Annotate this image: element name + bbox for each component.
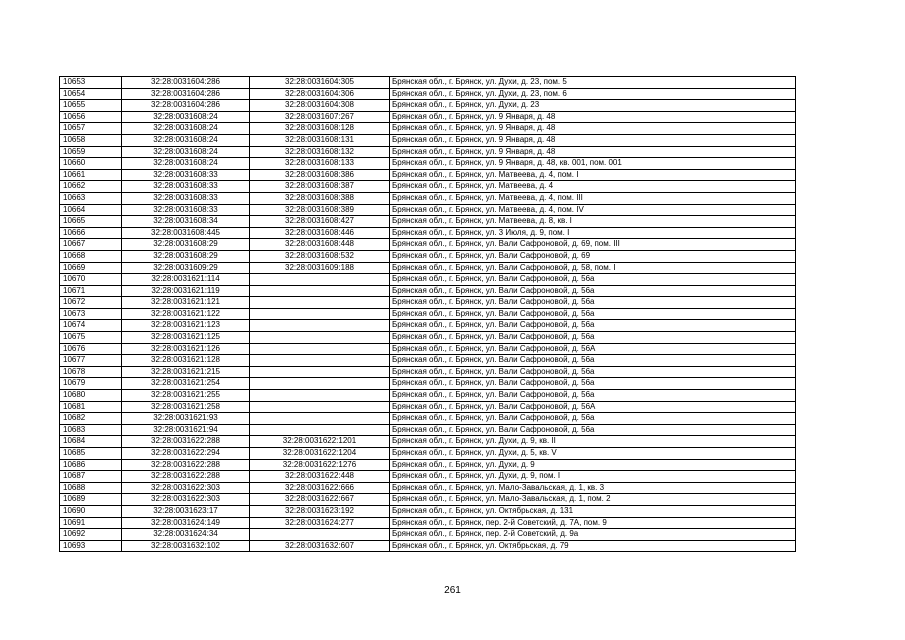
parcel-number-cell: 32:28:0031621:94 xyxy=(122,424,250,436)
record-number-cell: 10683 xyxy=(60,424,122,436)
object-number-cell: 32:28:0031608:448 xyxy=(250,239,390,251)
object-number-cell: 32:28:0031608:132 xyxy=(250,146,390,158)
table-row xyxy=(60,332,796,344)
address-cell: Брянская обл., г. Брянск, ул. Вали Сафроновой, д. 56а xyxy=(390,274,796,286)
record-number-cell: 10665 xyxy=(60,216,122,228)
address-cell: Брянская обл., г. Брянск, ул. 9 Января, д. 48 xyxy=(390,123,796,135)
table-row xyxy=(60,413,796,425)
table-row xyxy=(60,262,796,274)
page-number: 261 xyxy=(444,585,461,596)
address-cell: Брянская обл., г. Брянск, ул. Духи, д. 9, кв. II xyxy=(390,436,796,448)
address-cell: Брянская обл., г. Брянск, ул. Вали Сафроновой, д. 56а xyxy=(390,320,796,332)
record-number-cell: 10692 xyxy=(60,529,122,541)
object-number-cell: 32:28:0031604:305 xyxy=(250,77,390,89)
table-row xyxy=(60,297,796,309)
record-number-cell: 10674 xyxy=(60,320,122,332)
parcel-number-cell: 32:28:0031621:126 xyxy=(122,343,250,355)
record-number-cell: 10678 xyxy=(60,366,122,378)
record-number-cell: 10675 xyxy=(60,332,122,344)
parcel-number-cell: 32:28:0031624:34 xyxy=(122,529,250,541)
object-number-cell: 32:28:0031608:446 xyxy=(250,227,390,239)
table-row xyxy=(60,505,796,517)
record-number-cell: 10688 xyxy=(60,482,122,494)
table-row xyxy=(60,494,796,506)
address-cell: Брянская обл., г. Брянск, ул. Матвеева, д. 4, пом. I xyxy=(390,169,796,181)
parcel-number-cell: 32:28:0031604:286 xyxy=(122,88,250,100)
table-row xyxy=(60,77,796,89)
parcel-number-cell: 32:28:0031604:286 xyxy=(122,77,250,89)
parcel-number-cell: 32:28:0031621:123 xyxy=(122,320,250,332)
record-number-cell: 10661 xyxy=(60,169,122,181)
address-cell: Брянская обл., г. Брянск, ул. 9 Января, д. 48 xyxy=(390,111,796,123)
parcel-number-cell: 32:28:0031621:121 xyxy=(122,297,250,309)
parcel-number-cell: 32:28:0031608:33 xyxy=(122,181,250,193)
record-number-cell: 10680 xyxy=(60,390,122,402)
object-number-cell xyxy=(250,308,390,320)
object-number-cell: 32:28:0031622:448 xyxy=(250,471,390,483)
object-number-cell: 32:28:0031604:306 xyxy=(250,88,390,100)
table-row xyxy=(60,100,796,112)
table-row xyxy=(60,181,796,193)
address-cell: Брянская обл., г. Брянск, ул. Вали Сафроновой, д. 56а xyxy=(390,366,796,378)
record-number-cell: 10655 xyxy=(60,100,122,112)
parcel-number-cell: 32:28:0031622:288 xyxy=(122,471,250,483)
record-number-cell: 10659 xyxy=(60,146,122,158)
object-number-cell: 32:28:0031624:277 xyxy=(250,517,390,529)
address-cell: Брянская обл., г. Брянск, ул. Матвеева, д. 4, пом. IV xyxy=(390,204,796,216)
table-row xyxy=(60,285,796,297)
table-row xyxy=(60,320,796,332)
record-number-cell: 10662 xyxy=(60,181,122,193)
object-number-cell: 32:28:0031608:131 xyxy=(250,134,390,146)
table-row xyxy=(60,343,796,355)
address-cell: Брянская обл., г. Брянск, ул. Вали Сафроновой, д. 58, пом. I xyxy=(390,262,796,274)
address-cell: Брянская обл., г. Брянск, ул. Вали Сафроновой, д. 56а xyxy=(390,308,796,320)
address-cell: Брянская обл., г. Брянск, ул. Вали Сафроновой, д. 56а xyxy=(390,424,796,436)
address-cell: Брянская обл., г. Брянск, пер. 2-й Советский, д. 7А, пом. 9 xyxy=(390,517,796,529)
registry-table xyxy=(59,76,796,552)
record-number-cell: 10689 xyxy=(60,494,122,506)
object-number-cell: 32:28:0031608:386 xyxy=(250,169,390,181)
address-cell: Брянская обл., г. Брянск, ул. Духи, д. 5, кв. V xyxy=(390,448,796,460)
address-cell: Брянская обл., г. Брянск, ул. Матвеева, д. 8, кв. I xyxy=(390,216,796,228)
object-number-cell: 32:28:0031622:666 xyxy=(250,482,390,494)
record-number-cell: 10657 xyxy=(60,123,122,135)
address-cell: Брянская обл., г. Брянск, ул. Матвеева, д. 4, пом. III xyxy=(390,192,796,204)
table-row xyxy=(60,355,796,367)
parcel-number-cell: 32:28:0031621:119 xyxy=(122,285,250,297)
record-number-cell: 10666 xyxy=(60,227,122,239)
address-cell: Брянская обл., г. Брянск, ул. Вали Сафроновой, д. 69 xyxy=(390,250,796,262)
record-number-cell: 10658 xyxy=(60,134,122,146)
record-number-cell: 10690 xyxy=(60,505,122,517)
record-number-cell: 10693 xyxy=(60,540,122,552)
object-number-cell xyxy=(250,297,390,309)
object-number-cell xyxy=(250,378,390,390)
object-number-cell: 32:28:0031632:607 xyxy=(250,540,390,552)
record-number-cell: 10668 xyxy=(60,250,122,262)
parcel-number-cell: 32:28:0031622:294 xyxy=(122,448,250,460)
object-number-cell xyxy=(250,274,390,286)
table-row xyxy=(60,529,796,541)
parcel-number-cell: 32:28:0031624:149 xyxy=(122,517,250,529)
parcel-number-cell: 32:28:0031622:288 xyxy=(122,459,250,471)
table-row xyxy=(60,88,796,100)
address-cell: Брянская обл., г. Брянск, ул. Вали Сафроновой, д. 56а xyxy=(390,285,796,297)
record-number-cell: 10670 xyxy=(60,274,122,286)
object-number-cell xyxy=(250,390,390,402)
object-number-cell: 32:28:0031608:388 xyxy=(250,192,390,204)
parcel-number-cell: 32:28:0031621:254 xyxy=(122,378,250,390)
object-number-cell xyxy=(250,320,390,332)
address-cell: Брянская обл., г. Брянск, ул. Вали Сафроновой, д. 56а xyxy=(390,390,796,402)
table-row xyxy=(60,540,796,552)
record-number-cell: 10687 xyxy=(60,471,122,483)
record-number-cell: 10682 xyxy=(60,413,122,425)
table-row xyxy=(60,123,796,135)
object-number-cell xyxy=(250,401,390,413)
table-row xyxy=(60,378,796,390)
record-number-cell: 10664 xyxy=(60,204,122,216)
parcel-number-cell: 32:28:0031608:33 xyxy=(122,204,250,216)
object-number-cell: 32:28:0031608:389 xyxy=(250,204,390,216)
registry-table-body xyxy=(60,77,796,552)
object-number-cell: 32:28:0031608:532 xyxy=(250,250,390,262)
record-number-cell: 10681 xyxy=(60,401,122,413)
parcel-number-cell: 32:28:0031608:33 xyxy=(122,169,250,181)
parcel-number-cell: 32:28:0031608:33 xyxy=(122,192,250,204)
table-row xyxy=(60,158,796,170)
table-row xyxy=(60,169,796,181)
parcel-number-cell: 32:28:0031608:29 xyxy=(122,250,250,262)
parcel-number-cell: 32:28:0031621:258 xyxy=(122,401,250,413)
address-cell: Брянская обл., г. Брянск, ул. Вали Сафроновой, д. 69, пом. III xyxy=(390,239,796,251)
object-number-cell: 32:28:0031622:1276 xyxy=(250,459,390,471)
address-cell: Брянская обл., г. Брянск, ул. Духи, д. 9 xyxy=(390,459,796,471)
parcel-number-cell: 32:28:0031621:128 xyxy=(122,355,250,367)
table-row xyxy=(60,482,796,494)
record-number-cell: 10673 xyxy=(60,308,122,320)
address-cell: Брянская обл., г. Брянск, ул. Мало-Завальская, д. 1, кв. 3 xyxy=(390,482,796,494)
address-cell: Брянская обл., г. Брянск, ул. Матвеева, д. 4 xyxy=(390,181,796,193)
table-row xyxy=(60,308,796,320)
object-number-cell: 32:28:0031622:667 xyxy=(250,494,390,506)
table-row xyxy=(60,239,796,251)
object-number-cell xyxy=(250,366,390,378)
address-cell: Брянская обл., г. Брянск, ул. 9 Января, д. 48, кв. 001, пом. 001 xyxy=(390,158,796,170)
address-cell: Брянская обл., г. Брянск, ул. 3 Июля, д. 9, пом. I xyxy=(390,227,796,239)
object-number-cell: 32:28:0031608:427 xyxy=(250,216,390,228)
address-cell: Брянская обл., г. Брянск, ул. Духи, д. 23, пом. 6 xyxy=(390,88,796,100)
parcel-number-cell: 32:28:0031621:255 xyxy=(122,390,250,402)
record-number-cell: 10677 xyxy=(60,355,122,367)
address-cell: Брянская обл., г. Брянск, ул. Вали Сафроновой, д. 56а xyxy=(390,332,796,344)
object-number-cell: 32:28:0031604:308 xyxy=(250,100,390,112)
parcel-number-cell: 32:28:0031608:24 xyxy=(122,158,250,170)
address-cell: Брянская обл., г. Брянск, ул. Октябрьская, д. 79 xyxy=(390,540,796,552)
parcel-number-cell: 32:28:0031621:114 xyxy=(122,274,250,286)
record-number-cell: 10663 xyxy=(60,192,122,204)
table-row xyxy=(60,227,796,239)
parcel-number-cell: 32:28:0031608:29 xyxy=(122,239,250,251)
object-number-cell: 32:28:0031622:1204 xyxy=(250,448,390,460)
address-cell: Брянская обл., г. Брянск, пер. 2-й Советский, д. 9а xyxy=(390,529,796,541)
address-cell: Брянская обл., г. Брянск, ул. Духи, д. 23, пом. 5 xyxy=(390,77,796,89)
table-row xyxy=(60,401,796,413)
record-number-cell: 10679 xyxy=(60,378,122,390)
address-cell: Брянская обл., г. Брянск, ул. Мало-Завальская, д. 1, пом. 2 xyxy=(390,494,796,506)
object-number-cell: 32:28:0031608:387 xyxy=(250,181,390,193)
parcel-number-cell: 32:28:0031632:102 xyxy=(122,540,250,552)
parcel-number-cell: 32:28:0031621:122 xyxy=(122,308,250,320)
record-number-cell: 10669 xyxy=(60,262,122,274)
table-row xyxy=(60,459,796,471)
table-row xyxy=(60,471,796,483)
record-number-cell: 10676 xyxy=(60,343,122,355)
address-cell: Брянская обл., г. Брянск, ул. Духи, д. 9, пом. I xyxy=(390,471,796,483)
address-cell: Брянская обл., г. Брянск, ул. Вали Сафроновой, д. 56а xyxy=(390,297,796,309)
table-row xyxy=(60,146,796,158)
table-row xyxy=(60,134,796,146)
record-number-cell: 10667 xyxy=(60,239,122,251)
address-cell: Брянская обл., г. Брянск, ул. Вали Сафроновой, д. 56А xyxy=(390,401,796,413)
record-number-cell: 10656 xyxy=(60,111,122,123)
table-row xyxy=(60,111,796,123)
record-number-cell: 10654 xyxy=(60,88,122,100)
parcel-number-cell: 32:28:0031604:286 xyxy=(122,100,250,112)
table-row xyxy=(60,517,796,529)
object-number-cell: 32:28:0031622:1201 xyxy=(250,436,390,448)
table-row xyxy=(60,192,796,204)
record-number-cell: 10660 xyxy=(60,158,122,170)
parcel-number-cell: 32:28:0031608:24 xyxy=(122,123,250,135)
table-row xyxy=(60,424,796,436)
table-row xyxy=(60,216,796,228)
parcel-number-cell: 32:28:0031608:24 xyxy=(122,146,250,158)
record-number-cell: 10672 xyxy=(60,297,122,309)
address-cell: Брянская обл., г. Брянск, ул. 9 Января, д. 48 xyxy=(390,146,796,158)
address-cell: Брянская обл., г. Брянск, ул. Вали Сафроновой, д. 56А xyxy=(390,343,796,355)
parcel-number-cell: 32:28:0031608:24 xyxy=(122,134,250,146)
parcel-number-cell: 32:28:0031621:93 xyxy=(122,413,250,425)
object-number-cell xyxy=(250,355,390,367)
object-number-cell: 32:28:0031608:133 xyxy=(250,158,390,170)
object-number-cell xyxy=(250,343,390,355)
table-row xyxy=(60,250,796,262)
record-number-cell: 10653 xyxy=(60,77,122,89)
address-cell: Брянская обл., г. Брянск, ул. Вали Сафроновой, д. 56а xyxy=(390,378,796,390)
record-number-cell: 10685 xyxy=(60,448,122,460)
parcel-number-cell: 32:28:0031622:303 xyxy=(122,494,250,506)
object-number-cell xyxy=(250,424,390,436)
object-number-cell: 32:28:0031609:188 xyxy=(250,262,390,274)
object-number-cell xyxy=(250,529,390,541)
address-cell: Брянская обл., г. Брянск, ул. Октябрьская, д. 131 xyxy=(390,505,796,517)
table-row xyxy=(60,366,796,378)
record-number-cell: 10684 xyxy=(60,436,122,448)
object-number-cell: 32:28:0031623:192 xyxy=(250,505,390,517)
record-number-cell: 10686 xyxy=(60,459,122,471)
parcel-number-cell: 32:28:0031623:17 xyxy=(122,505,250,517)
address-cell: Брянская обл., г. Брянск, ул. Духи, д. 23 xyxy=(390,100,796,112)
parcel-number-cell: 32:28:0031621:125 xyxy=(122,332,250,344)
table-row xyxy=(60,204,796,216)
address-cell: Брянская обл., г. Брянск, ул. Вали Сафроновой, д. 56а xyxy=(390,355,796,367)
object-number-cell: 32:28:0031607:267 xyxy=(250,111,390,123)
object-number-cell xyxy=(250,285,390,297)
record-number-cell: 10671 xyxy=(60,285,122,297)
table-row xyxy=(60,390,796,402)
parcel-number-cell: 32:28:0031621:215 xyxy=(122,366,250,378)
parcel-number-cell: 32:28:0031608:445 xyxy=(122,227,250,239)
object-number-cell xyxy=(250,413,390,425)
parcel-number-cell: 32:28:0031609:29 xyxy=(122,262,250,274)
object-number-cell xyxy=(250,332,390,344)
table-row xyxy=(60,436,796,448)
table-row xyxy=(60,274,796,286)
parcel-number-cell: 32:28:0031622:288 xyxy=(122,436,250,448)
parcel-number-cell: 32:28:0031622:303 xyxy=(122,482,250,494)
record-number-cell: 10691 xyxy=(60,517,122,529)
address-cell: Брянская обл., г. Брянск, ул. 9 Января, д. 48 xyxy=(390,134,796,146)
address-cell: Брянская обл., г. Брянск, ул. Вали Сафроновой, д. 56а xyxy=(390,413,796,425)
table-row xyxy=(60,448,796,460)
object-number-cell: 32:28:0031608:128 xyxy=(250,123,390,135)
parcel-number-cell: 32:28:0031608:24 xyxy=(122,111,250,123)
parcel-number-cell: 32:28:0031608:34 xyxy=(122,216,250,228)
